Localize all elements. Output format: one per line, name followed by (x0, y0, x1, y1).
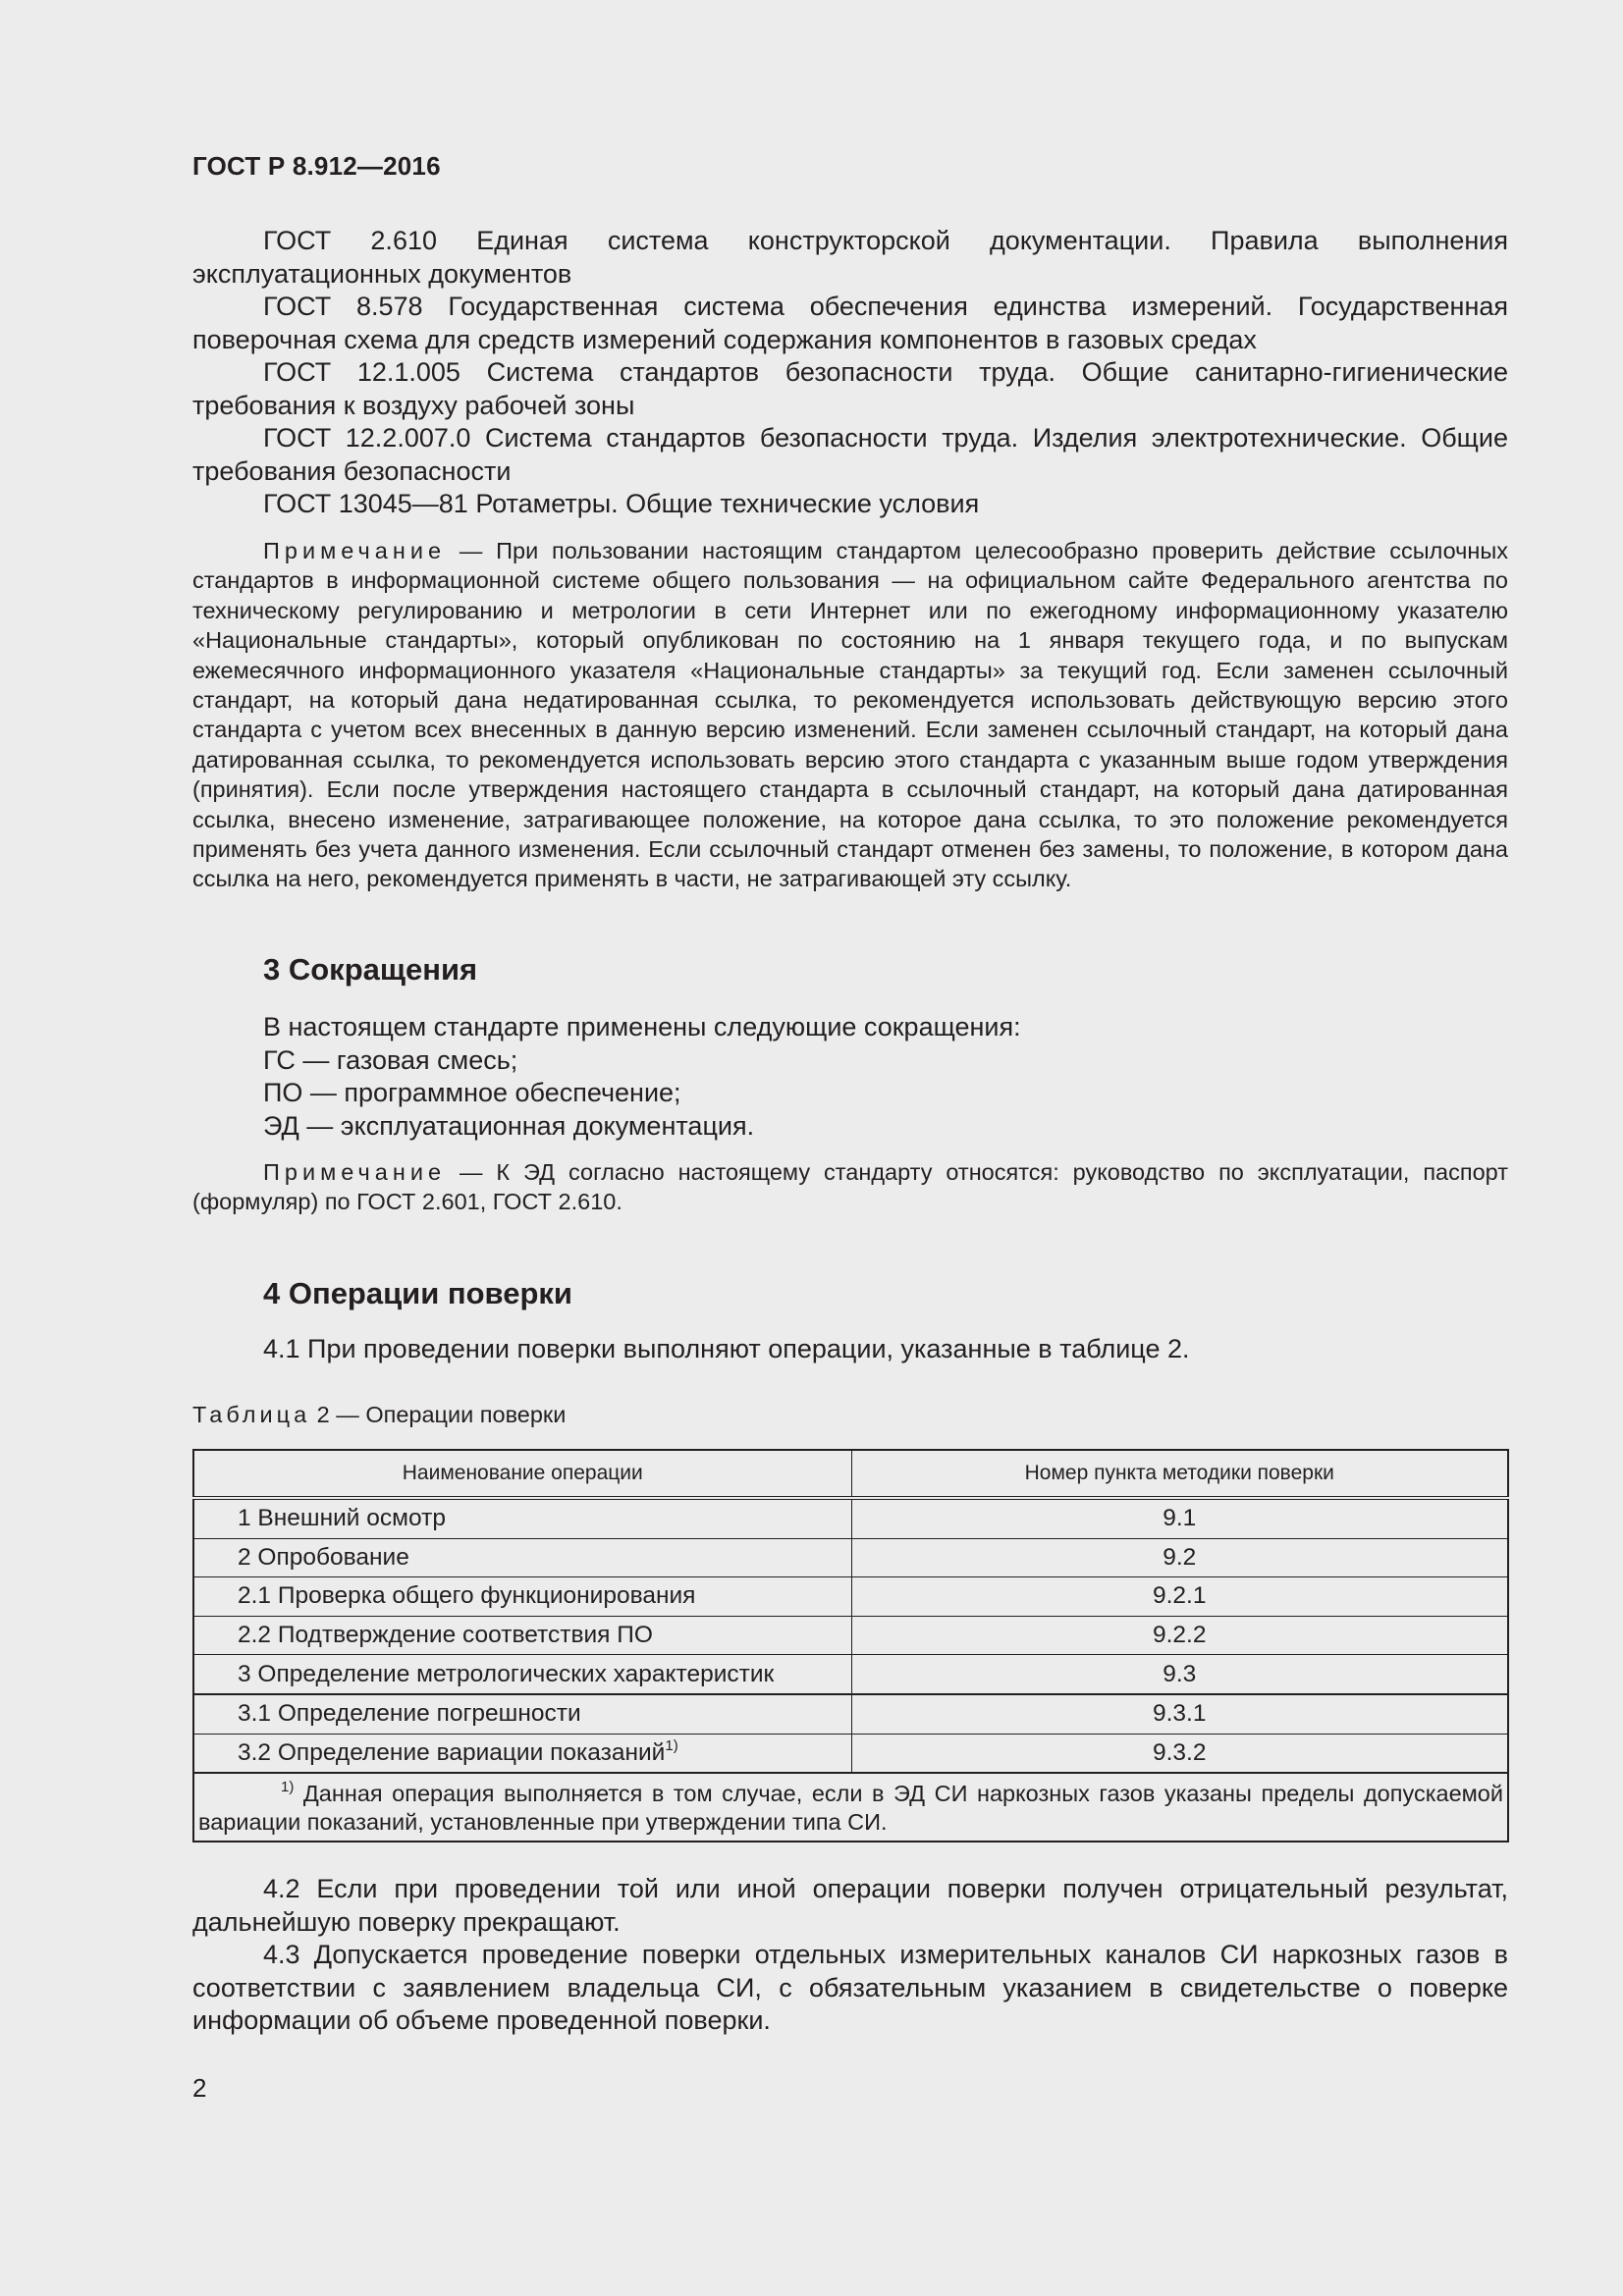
table-caption (192, 1402, 566, 1428)
note-label: Примечание (263, 1159, 447, 1185)
table-caption-text: 2 — Операции поверки (310, 1402, 567, 1427)
table-row: 2 Опробование 9.2 (193, 1538, 1508, 1577)
reference-item: ГОСТ 13045—81 Ротаметры. Общие технические условия (263, 489, 980, 518)
reference-item: ГОСТ 12.1.005 Система стандартов безопасности труда. Общие санитарно-гигиенические требования к воздуху рабочей зоны (192, 357, 1508, 420)
reference-item: ГОСТ 8.578 Государственная система обеспечения единства измерений. Государственная поверочная схема для средств измерений содержания компонентов в газовых средах (192, 292, 1508, 354)
abbreviations-note (192, 1157, 1508, 1217)
note-text: — При пользовании настоящим стандартом целесообразно проверить действие ссылочных стандартов в информационной системе общего пользования — на официальном сайте Федерального агентства по техническому регулированию и метрологии в сети Интернет или по ежегодному информационному указателю «Национальные стандарты», который опубликован по состоянию на 1 января текущего года, и по выпускам ежемесячного информационного указателя «Национальные стандарты» за текущий год. Если заменен ссылочный стандарт, на который дана недатированная ссылка, то рекомендуется использовать действующую версию этого стандарта с учетом всех внесенных в данную версию изменений. Если заменен ссылочный стандарт, на который дана датированная ссылка, то рекомендуется использовать версию этого стандарта с указанным выше годом утверждения (принятия). Если после утверждения настоящего стандарта в ссылочный стандарт, на который дана датированная ссылка, внесено изменение, затрагивающее положение, на которое дана ссылка, то это положение рекомендуется применять без учета данного изменения. Если ссылочный стандарт отменен без замены, то положение, в котором дана ссылка на него, рекомендуется применять в части, не затрагивающей эту ссылку. (192, 538, 1508, 892)
note-text: — К ЭД согласно настоящему стандарту относятся: руководство по эксплуатации, паспорт (формуляр) по ГОСТ 2.601, ГОСТ 2.610. (192, 1159, 1508, 1215)
section-3-title: 3 Сокращения (263, 952, 478, 987)
abbreviations-intro: В настоящем стандарте применены следующие сокращения: (263, 1012, 1021, 1041)
table-row: 2.1 Проверка общего функционирования 9.2.1 (193, 1577, 1508, 1617)
references-list (192, 225, 1508, 521)
footnote-marker: 1) (665, 1736, 678, 1754)
page-number: 2 (192, 2073, 207, 2103)
document-header: ГОСТ Р 8.912—2016 (192, 151, 441, 181)
section-4-title: 4 Операции поверки (263, 1276, 572, 1310)
paragraphs-4-2-4-3 (192, 1873, 1508, 2038)
abbreviations-list (192, 1011, 1508, 1143)
table-header-operation: Наименование операции (193, 1450, 851, 1498)
reference-item: ГОСТ 12.2.007.0 Система стандартов безопасности труда. Изделия электротехнические. Общие требования безопасности (192, 423, 1508, 486)
table-row: 2.2 Подтверждение соответствия ПО 9.2.2 (193, 1616, 1508, 1655)
table-footnote-row (193, 1773, 1508, 1842)
table-row: 3.2 Определение вариации показаний$^{1)}$ 9.3.2 (193, 1734, 1508, 1773)
reference-item: ГОСТ 2.610 Единая система конструкторской документации. Правила выполнения эксплуатационных документов (192, 226, 1508, 289)
note-label: Примечание (263, 538, 447, 563)
table-header-clause: Номер пункта методики поверки (851, 1450, 1508, 1498)
references-note (192, 536, 1508, 894)
abbreviation-item: ЭД — эксплуатационная документация. (263, 1110, 755, 1141)
table-row: 3.1 Определение погрешности 9.3.1 (193, 1694, 1508, 1734)
abbreviation-item: ПО — программное обеспечение; (263, 1078, 681, 1107)
paragraph-4-2: 4.2 Если при проведении той или иной операции поверки получен отрицательный результат, дальнейшую поверку прекращают. (192, 1874, 1508, 1937)
abbreviation-item: ГС — газовая смесь; (263, 1044, 518, 1075)
table-caption-label: Таблица (192, 1402, 311, 1427)
operations-table (192, 1449, 1509, 1842)
table-footnote: Данная операция выполняется в том случае, если в ЭД СИ наркозных газов указаны пределы допускаемой вариации показаний, установленные при утверждении типа СИ. (198, 1781, 1503, 1836)
paragraph-4-3: 4.3 Допускается проведение поверки отдельных измерительных каналов СИ наркозных газов в соответствии с заявлением владельца СИ, с обязательным указанием в свидетельстве о поверке информации об объеме проведенной поверки. (192, 1940, 1508, 2035)
footnote-marker: 1) (281, 1779, 295, 1796)
paragraph-4-1: 4.1 При проведении поверки выполняют операции, указанные в таблице 2. (263, 1334, 1190, 1363)
table-row: 1 Внешний осмотр 9.1 (193, 1498, 1508, 1538)
table-row: 3 Определение метрологических характеристик 9.3 (193, 1655, 1508, 1694)
